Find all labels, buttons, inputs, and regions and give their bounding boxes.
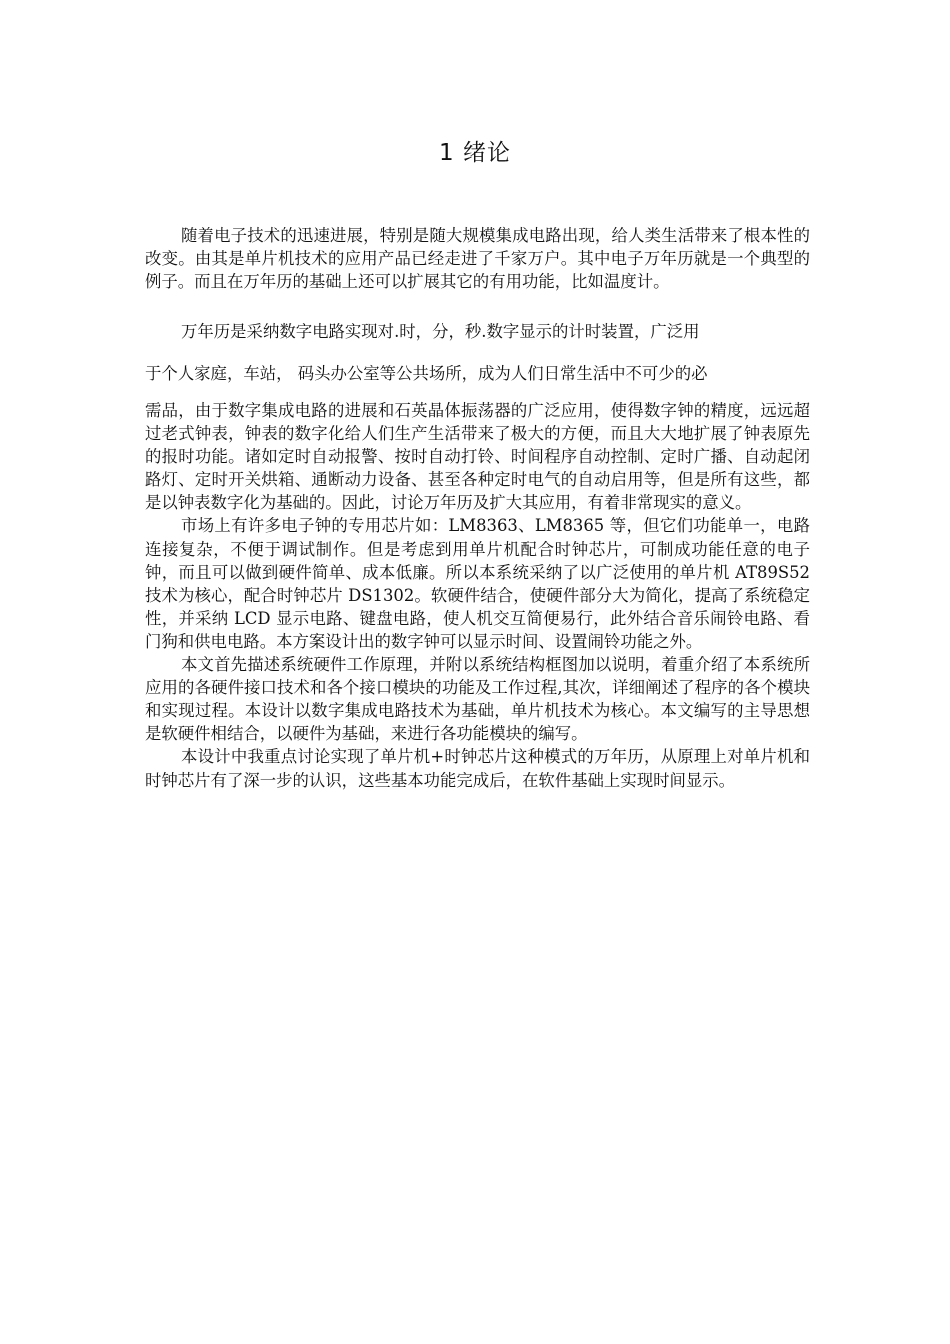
paragraph-market-chips: 市场上有许多电子钟的专用芯片如：LM8363、LM8365 等，但它们功能单一，电路连接复杂，不便于调试制作。但是考虑到用单片机配合时钟芯片，可制成功能任意的电子钟，而且可以做到硬件简单、成本低廉。所以本系统采纳了以广泛使用的单片机 AT89S52 技术为核心，配合时钟芯片 DS1302。软硬件结合，使硬件部分大为简化，提高了系统稳定性，并采纳 LCD 显示电路、键盘电路，使人机交互简便易行，此外结合音乐闹铃电路、看门狗和供电电路。本方案设计出的数字钟可以显示时间、设置闹铃功能之外。 bbox=[145, 516, 810, 651]
body-block-2 bbox=[145, 399, 810, 792]
body-line-2a bbox=[145, 320, 810, 343]
paragraph-perpetual-calendar-rest: 需品，由于数字集成电路的进展和石英晶体振荡器的广泛应用，使得数字钟的精度，远远超过老式钟表，钟表的数字化给人们生产生活带来了极大的方便，而且大大地扩展了钟表原先的报时功能。诸如定时自动报警、按时自动打铃、时间程序自动控制、定时广播、自动起闭路灯、定时开关烘箱、通断动力设备、甚至各种定时电气的自动启用等，但是所有这些，都是以钟表数字化为基础的。因此，讨论万年历及扩大其应用，有着非常现实的意义。 bbox=[145, 401, 810, 513]
paragraph-paper-outline: 本文首先描述系统硬件工作原理，并附以系统结构框图加以说明，着重介绍了本系统所应用的各硬件接口技术和各个接口模块的功能及工作过程,其次，详细阐述了程序的各个模块和实现过程。本设计以数字集成电路技术为基础，单片机技术为核心。本文编写的主导思想是软硬件相结合，以硬件为基础，来进行各功能模块的编写。 bbox=[145, 655, 810, 744]
body-block-1 bbox=[145, 224, 810, 293]
paragraph-design-focus: 本设计中我重点讨论实现了单片机+时钟芯片这种模式的万年历，从原理上对单片机和时钟芯片有了深一步的认识，这些基本功能完成后，在软件基础上实现时间显示。 bbox=[145, 747, 810, 790]
paragraph-perpetual-calendar-line-1: 万年历是采纳数字电路实现对.时，分，秒.数字显示的计时装置，广泛用 bbox=[181, 322, 700, 341]
chapter-title: 1 绪论 bbox=[439, 140, 511, 166]
body-line-2b bbox=[145, 362, 810, 385]
paragraph-perpetual-calendar-line-2: 于个人家庭，车站， 码头办公室等公共场所，成为人们日常生活中不可少的必 bbox=[145, 364, 708, 383]
paragraph-intro: 随着电子技术的迅速进展，特别是随大规模集成电路出现，给人类生活带来了根本性的改变。由其是单片机技术的应用产品已经走进了千家万户。其中电子万年历就是一个典型的例子。而且在万年历的基础上还可以扩展其它的有用功能，比如温度计。 bbox=[145, 226, 810, 292]
